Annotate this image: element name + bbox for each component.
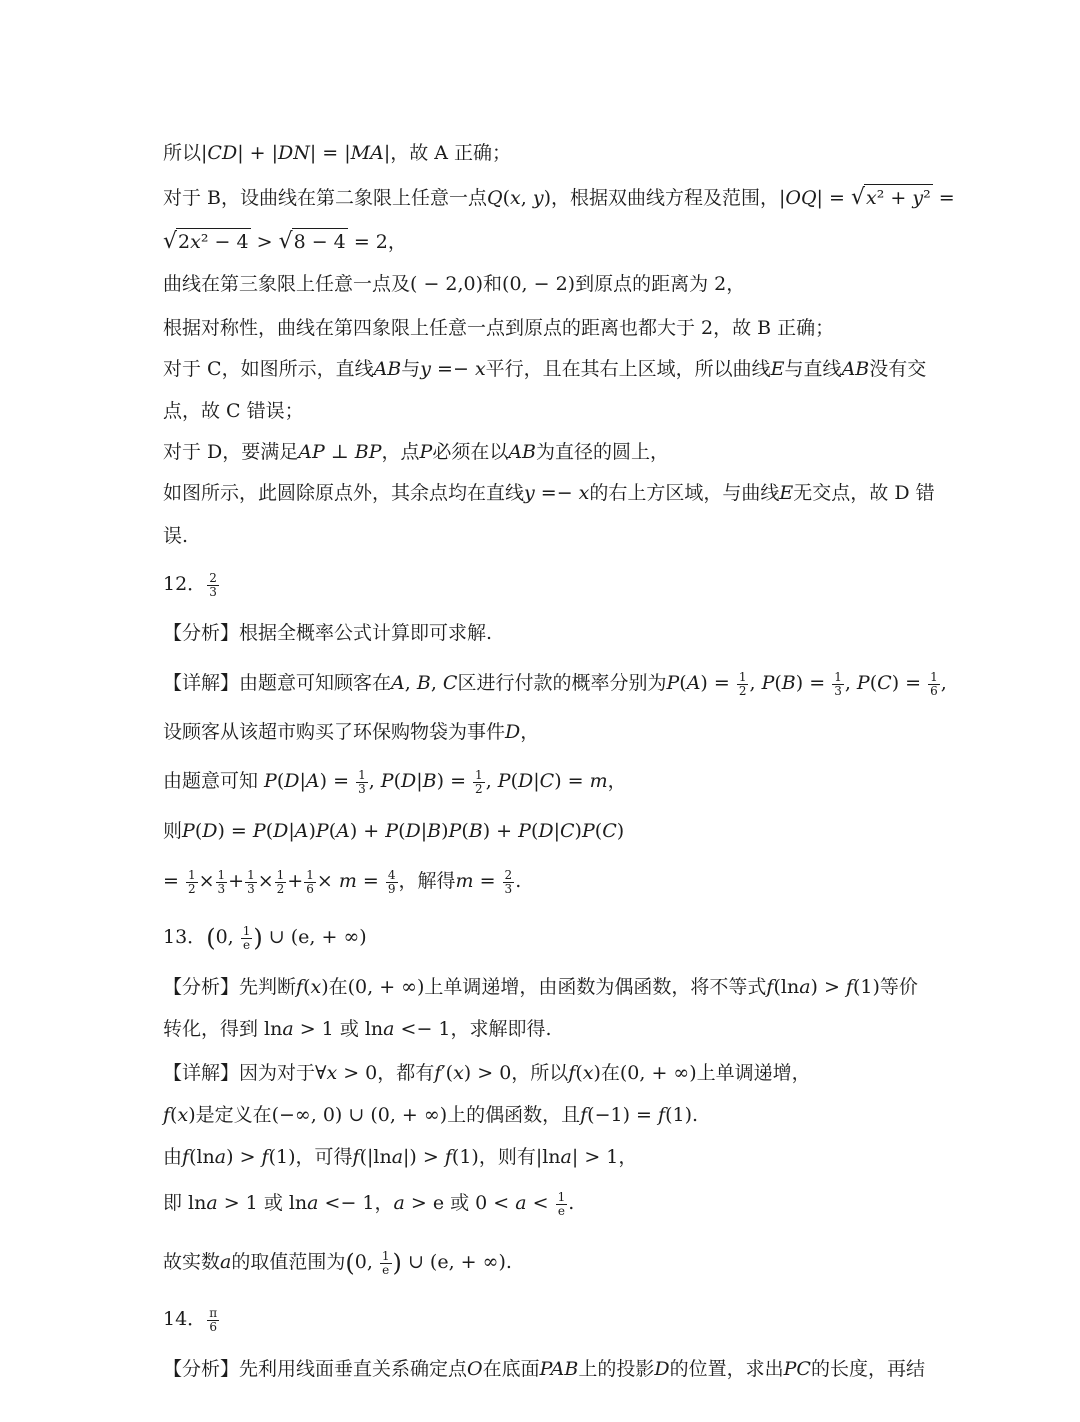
text-line: 点，故 C 错误；: [163, 400, 304, 422]
text-line: 所以|CD| + |DN| = |MA|，故 A 正确；: [163, 142, 512, 164]
text-line: 设顾客从该超市购买了环保购物袋为事件D，: [163, 721, 540, 743]
text-line: 故实数a的取值范围为(0, $\frac{1}{e}$ ) ∪ (e, + ∞).: [163, 1248, 512, 1277]
text-line: 【分析】根据全概率公式计算即可求解.: [163, 622, 493, 644]
text-line: 转化，得到 lna > 1 或 lna <− 1，求解即得.: [163, 1018, 552, 1040]
text-line: 则P(D) = P(D|A)P(A) + P(D|B)P(B) + P(D|C)P(C): [163, 820, 625, 842]
text-line: 由f(lna) > f(1)，可得f(|lna|) > f(1)，则有|lna| > 1，: [163, 1146, 638, 1168]
text-line: 【详解】因为对于∀x > 0，都有f′(x) > 0，所以f(x)在(0, + ∞)上单调递增，: [163, 1062, 811, 1084]
text-line: 【详解】由题意可知顾客在A, B, C区进行付款的概率分别为P(A) = $\frac{1}{2}$ , P(B) = $\frac{1}{3}$ , P(C) = $\frac{1}{6}$ ,: [163, 669, 947, 698]
text-line: 根据对称性，曲线在第四象限上任意一点到原点的距离也都大于 2，故 B 正确；: [163, 317, 835, 339]
text-line: 即 lna > 1 或 lna <− 1，a > e 或 0 < a < $\frac{1}{e}$ .: [163, 1189, 575, 1218]
text-line: 如图所示，此圆除原点外，其余点均在直线y =− x的右上方区域，与曲线E无交点，故 D 错: [163, 482, 935, 504]
text-line: = $\frac{1}{2}$ × $\frac{1}{3}$ + $\frac{1}{3}$ × $\frac{1}{2}$ + $\frac{1}{6}$ × m = $\frac{4}{9}$ ，解得m = $\frac{2}{3}$ .: [163, 867, 522, 896]
text-line: 对于 D，要满足AP ⊥ BP，点P必须在以AB为直径的圆上，: [163, 441, 670, 463]
text-line: 对于 B，设曲线在第二象限上任意一点Q(x, y)，根据双曲线方程及范围，|OQ| = √x² + y² =: [163, 185, 955, 210]
answer-12: 12． $\frac{2}{3}$: [163, 570, 217, 599]
text-line: f(x)是定义在(−∞, 0) ∪ (0, + ∞)上的偶函数，且f(−1) = f(1).: [163, 1104, 699, 1126]
text-line: 【分析】先利用线面垂直关系确定点O在底面PAB上的投影D的位置，求出PC的长度，再结: [163, 1358, 925, 1380]
text-line: √2x² − 4 > √8 − 4 = 2，: [163, 229, 407, 254]
text-line: 误.: [163, 525, 189, 547]
answer-14: 14． $\frac{\pi}{6}$: [163, 1305, 218, 1334]
text-line: 曲线在第三象限上任意一点及( − 2,0)和(0, − 2)到原点的距离为 2，: [163, 273, 746, 295]
text-line: 【分析】先判断f(x)在(0, + ∞)上单调递增，由函数为偶函数，将不等式f(lna) > f(1)等价: [163, 976, 918, 998]
answer-13: 13．(0, $\frac{1}{e}$ ) ∪ (e, + ∞): [163, 923, 367, 952]
text-line: 对于 C，如图所示，直线AB与y =− x平行，且在其右上区域，所以曲线E与直线AB没有交: [163, 358, 927, 380]
text-line: 由题意可知 P(D|A) = $\frac{1}{3}$ , P(D|B) = $\frac{1}{2}$ , P(D|C) = m，: [163, 767, 627, 796]
